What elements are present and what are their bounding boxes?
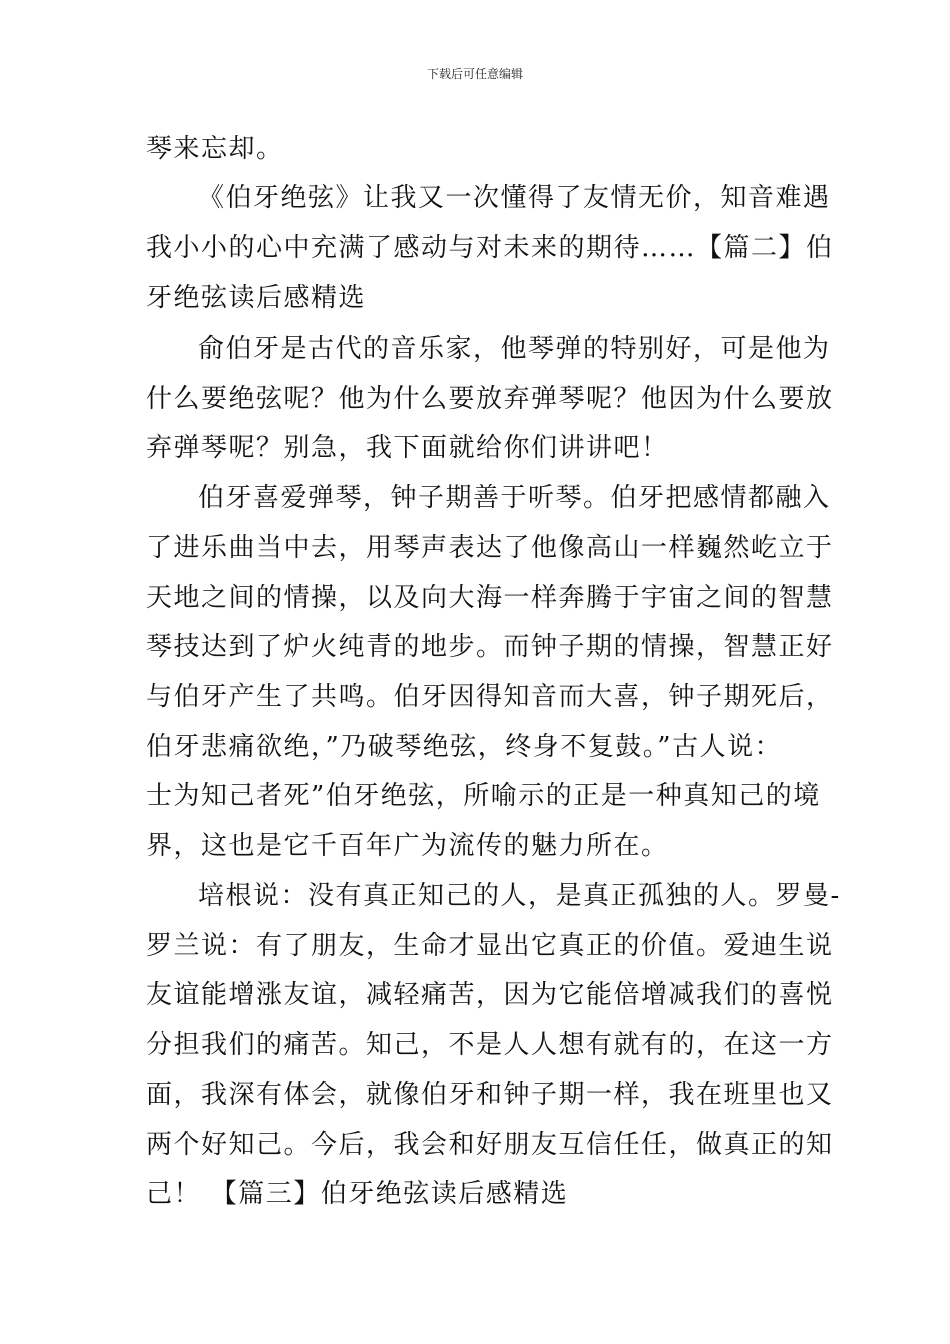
page-header: 下载后可任意编辑 [426,67,523,81]
text-line: 伯牙悲痛欲绝，”乃破琴绝弦，终身不复鼓。”古人说： [146,732,783,762]
text-line: 琴来忘却。 [146,134,284,164]
text-line: 士为知己者死”伯牙绝弦，所喻示的正是一种真知己的境 [146,781,821,811]
text-line: 界，这也是它千百年广为流传的魅力所在。 [146,831,669,861]
text-line: 友谊能增涨友谊，减轻痛苦，因为它能倍增减我们的喜悦 [146,980,834,1010]
text-line: 我小小的心中充满了感动与对未来的期待……【篇二】伯 [146,233,834,263]
text-line: 牙绝弦读后感精选 [146,283,367,313]
text-line: 天地之间的情操，以及向大海一样奔腾于宇宙之间的智慧 [146,583,834,613]
text-line: 己！ 【篇三】伯牙绝弦读后感精选 [146,1179,569,1209]
text-line: 分担我们的痛苦。知己，不是人人想有就有的，在这一方 [146,1030,834,1060]
text-line: 罗兰说：有了朋友，生命才显出它真正的价值。爱迪生说 [146,931,834,961]
text-line: 弃弹琴呢？别急，我下面就给你们讲讲吧！ [146,433,669,463]
text-line: 面，我深有体会，就像伯牙和钟子期一样，我在班里也又 [146,1080,834,1110]
text-line: 俞伯牙是古代的音乐家，他琴弹的特别好，可是他为 [198,334,831,364]
text-line: 培根说：没有真正知己的人，是真正孤独的人。罗曼- [198,881,841,911]
text-line: 伯牙喜爱弹琴，钟子期善于听琴。伯牙把感情都融入 [198,483,831,513]
text-line: 什么要绝弦呢？他为什么要放弃弹琴呢？他因为什么要放 [146,384,834,414]
text-line: 琴技达到了炉火纯青的地步。而钟子期的情操，智慧正好 [146,632,834,662]
text-line: 《伯牙绝弦》让我又一次懂得了友情无价，知音难遇 [198,183,831,213]
text-line: 两个好知己。今后，我会和好朋友互信任任，做真正的知 [146,1130,834,1160]
text-line: 与伯牙产生了共鸣。伯牙因得知音而大喜，钟子期死后， [146,682,834,712]
text-line: 了进乐曲当中去，用琴声表达了他像高山一样巍然屹立于 [146,533,834,563]
